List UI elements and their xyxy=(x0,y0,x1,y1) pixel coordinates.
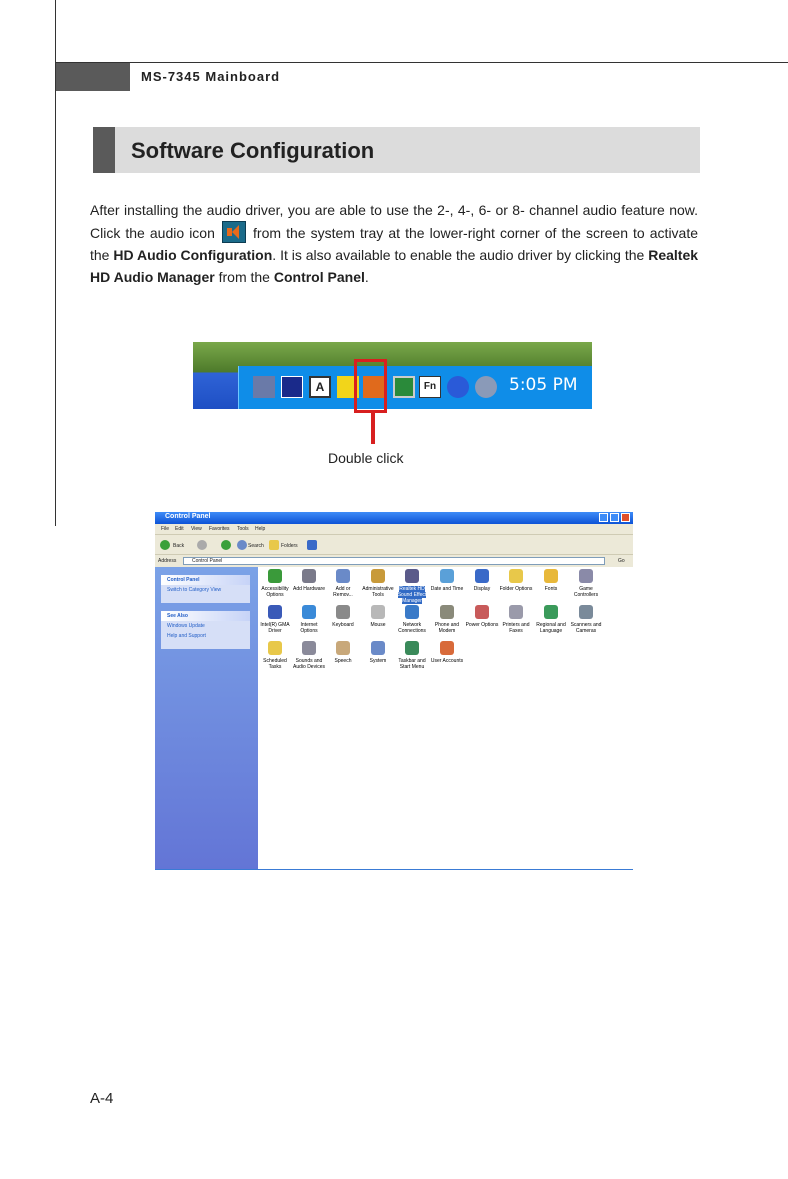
applet-icon xyxy=(509,569,523,583)
control-panel-item[interactable] xyxy=(569,569,603,598)
control-panel-item[interactable] xyxy=(430,605,464,634)
applet-icon xyxy=(440,605,454,619)
back-arrow-icon[interactable] xyxy=(160,540,170,550)
control-panel-item[interactable] xyxy=(395,605,429,634)
task-pane xyxy=(155,567,258,869)
control-panel-item[interactable] xyxy=(258,641,292,670)
control-panel-box xyxy=(161,575,250,603)
applet-icon xyxy=(268,569,282,583)
control-panel-item[interactable] xyxy=(430,569,464,592)
book-icon[interactable] xyxy=(281,376,303,398)
icon-grid xyxy=(258,567,633,869)
applet-icon xyxy=(579,605,593,619)
panel-box-title: Control Panel xyxy=(161,575,250,585)
applet-icon xyxy=(302,605,316,619)
applet-icon xyxy=(475,569,489,583)
control-panel-item[interactable] xyxy=(258,569,292,598)
applet-label: Printers and Faxes xyxy=(502,622,530,634)
header-model: MS-7345 Mainboard xyxy=(141,69,281,84)
applet-label: Speech xyxy=(334,658,352,664)
control-panel-item[interactable] xyxy=(465,569,499,592)
applet-icon xyxy=(371,569,385,583)
forward-arrow-icon[interactable] xyxy=(197,540,207,550)
para-text-2: from the system tray at the lower-right corner of the screen to activate the xyxy=(90,225,699,263)
control-panel-item[interactable] xyxy=(395,569,429,604)
body-paragraph xyxy=(90,199,698,288)
address-value: Control Panel xyxy=(192,558,223,564)
control-panel-item[interactable] xyxy=(395,641,429,670)
address-bar xyxy=(155,554,633,567)
menu-edit[interactable]: Edit xyxy=(175,526,184,532)
page-number: A-4 xyxy=(90,1090,114,1107)
control-panel-term: Control Panel xyxy=(273,269,365,285)
clock[interactable]: 5:05 PM xyxy=(509,375,578,395)
control-panel-item[interactable] xyxy=(361,569,395,598)
control-panel-item[interactable] xyxy=(326,569,360,598)
switch-category-link[interactable]: Switch to Category View xyxy=(167,587,222,593)
connection-icon[interactable] xyxy=(447,376,469,398)
close-button[interactable] xyxy=(621,513,630,522)
applet-icon xyxy=(405,641,419,655)
title-bar[interactable] xyxy=(155,512,633,524)
folders-icon[interactable] xyxy=(269,540,279,550)
applet-icon xyxy=(336,569,350,583)
applet-label: Realtek HD Sound Effect Manager xyxy=(397,586,427,604)
monitor-icon[interactable] xyxy=(393,376,415,398)
realtek-manager-term: Realtek HD Audio Manager xyxy=(90,247,699,285)
applet-label: Scheduled Tasks xyxy=(263,658,287,670)
menu-file[interactable]: File xyxy=(161,526,170,532)
header-block xyxy=(56,63,130,91)
menu-tools[interactable]: Tools xyxy=(237,526,249,532)
folders-button[interactable]: Folders xyxy=(281,543,298,549)
control-panel-item[interactable] xyxy=(361,641,395,664)
applet-icon xyxy=(475,605,489,619)
views-icon[interactable] xyxy=(307,540,317,550)
letter-a-icon[interactable]: A xyxy=(309,376,331,398)
applet-label: Phone and Modem xyxy=(434,622,460,634)
help-support-link[interactable]: Help and Support xyxy=(167,633,206,639)
search-button[interactable]: Search xyxy=(248,543,264,549)
applet-label: Sounds and Audio Devices xyxy=(293,658,325,670)
back-button[interactable]: Back xyxy=(173,543,185,549)
applet-label: Internet Options xyxy=(300,622,318,634)
menu-favorites[interactable]: Favorites xyxy=(209,526,230,532)
applet-icon xyxy=(544,569,558,583)
callout-label: Double click xyxy=(328,450,404,466)
toolbar xyxy=(155,534,633,555)
go-button[interactable]: Go xyxy=(618,558,625,564)
control-panel-item[interactable] xyxy=(499,569,533,592)
section-bar-accent xyxy=(93,127,115,173)
disc-icon[interactable] xyxy=(475,376,497,398)
applet-label: Folder Options xyxy=(499,586,533,592)
taskbar-screenshot xyxy=(193,342,592,409)
applet-label: Intel(R) GMA Driver xyxy=(260,622,290,634)
minimize-button[interactable] xyxy=(599,513,608,522)
control-panel-item[interactable] xyxy=(569,605,603,634)
applet-label: Add Hardware xyxy=(293,586,325,592)
highlight-box xyxy=(354,359,387,413)
maximize-button[interactable] xyxy=(610,513,619,522)
applet-icon xyxy=(268,605,282,619)
applet-icon xyxy=(405,569,419,583)
applet-icon xyxy=(440,641,454,655)
applet-label: Scanners and Cameras xyxy=(570,622,602,634)
applet-label: Administrative Tools xyxy=(362,586,394,598)
applet-icon xyxy=(336,641,350,655)
para-text-5: . xyxy=(364,269,369,285)
control-panel-item[interactable] xyxy=(292,605,326,634)
applet-label: Date and Time xyxy=(430,586,464,592)
control-panel-item[interactable] xyxy=(258,605,292,634)
applet-label: Power Options xyxy=(465,622,499,628)
para-text-3: . It is also available to enable the audio driver by clicking the xyxy=(272,247,645,263)
menu-help[interactable]: Help xyxy=(255,526,266,532)
applet-label: Network Connections xyxy=(398,622,426,634)
menu-view[interactable]: View xyxy=(191,526,202,532)
applet-icon xyxy=(509,605,523,619)
control-panel-item[interactable] xyxy=(534,605,568,634)
para-text-1: After installing the audio driver, you are able to use the 2-, 4-, 6- or 8- channel audio feature now. Click the audio icon xyxy=(90,202,698,241)
menu-bar xyxy=(155,524,633,534)
control-panel-item[interactable] xyxy=(326,641,360,664)
applet-label: Game Controllers xyxy=(573,586,599,598)
applet-label: User Accounts xyxy=(430,658,464,664)
applet-label: Regional and Language xyxy=(536,622,566,634)
applet-icon xyxy=(440,569,454,583)
network-icon[interactable] xyxy=(253,376,275,398)
applet-icon xyxy=(371,605,385,619)
applet-icon xyxy=(371,641,385,655)
applet-label: Mouse xyxy=(370,622,386,628)
section-title: Software Configuration xyxy=(131,138,375,163)
control-panel-item[interactable] xyxy=(465,605,499,628)
applet-icon xyxy=(405,605,419,619)
window-title: Control Panel xyxy=(165,513,211,520)
control-panel-item[interactable] xyxy=(499,605,533,634)
applet-icon xyxy=(302,569,316,583)
para-text-4: from the xyxy=(218,269,270,285)
applet-icon xyxy=(268,641,282,655)
control-panel-item[interactable] xyxy=(430,641,464,664)
applet-icon xyxy=(544,605,558,619)
address-field[interactable] xyxy=(183,557,605,565)
applet-icon xyxy=(579,569,593,583)
callout-line xyxy=(371,412,375,444)
control-panel-window xyxy=(155,512,633,870)
search-icon[interactable] xyxy=(237,540,247,550)
applet-label: System xyxy=(369,658,387,664)
applet-label: Accessibility Options xyxy=(261,586,289,598)
applet-label: Display xyxy=(473,586,491,592)
address-label: Address xyxy=(158,558,177,564)
control-panel-item[interactable] xyxy=(534,569,568,592)
see-also-title: See Also xyxy=(161,611,250,621)
header-rule xyxy=(55,62,788,63)
see-also-box xyxy=(161,611,250,649)
applet-icon xyxy=(302,641,316,655)
speaker-icon xyxy=(222,221,246,243)
control-panel-item[interactable] xyxy=(326,605,360,628)
hd-audio-config-term: HD Audio Configuration xyxy=(113,247,273,263)
applet-icon xyxy=(336,605,350,619)
applet-label: Keyboard xyxy=(332,622,354,628)
up-folder-icon[interactable] xyxy=(221,540,231,550)
control-panel-item[interactable] xyxy=(361,605,395,628)
control-panel-item[interactable] xyxy=(292,569,326,592)
windows-update-link[interactable]: Windows Update xyxy=(167,623,205,629)
applet-label: Add or Remov... xyxy=(333,586,353,598)
applet-label: Taskbar and Start Menu xyxy=(398,658,426,670)
control-panel-item[interactable] xyxy=(292,641,326,670)
fn-icon[interactable]: Fn xyxy=(419,376,441,398)
applet-label: Fonts xyxy=(544,586,558,592)
